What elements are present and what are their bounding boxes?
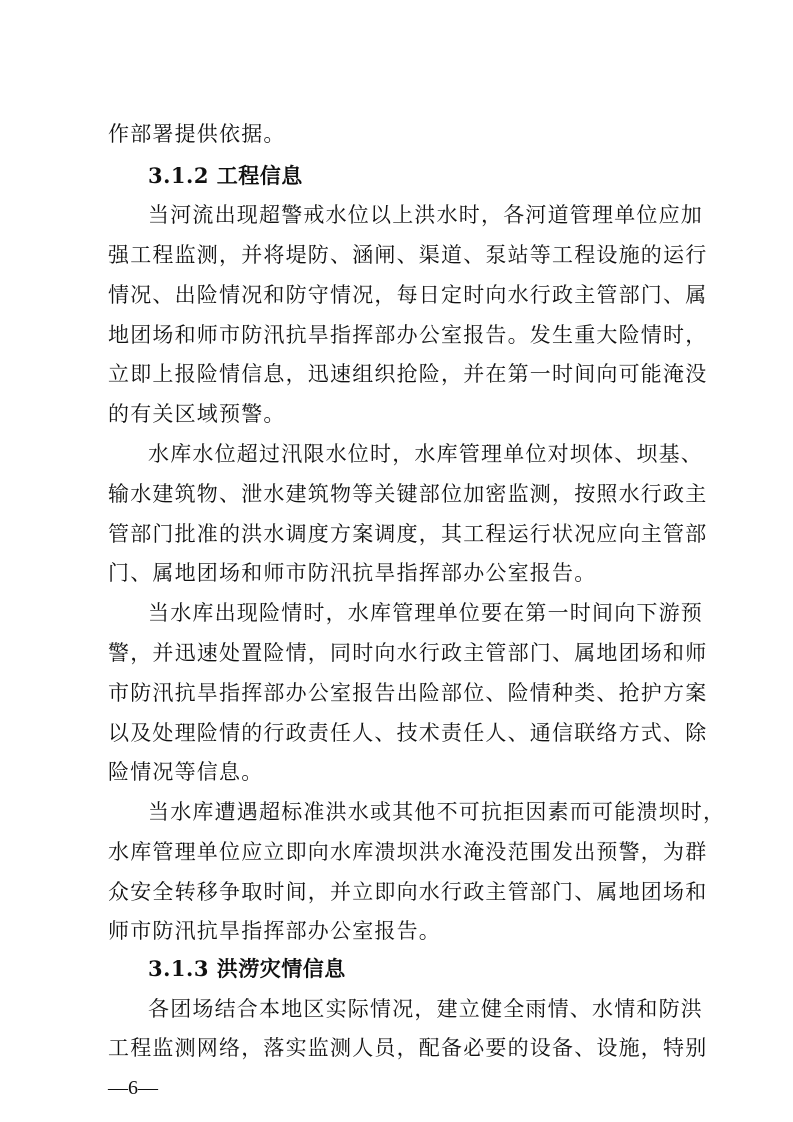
paragraph-line: 险情况等信息。	[108, 760, 264, 784]
paragraph-line: 当水库遭遇超标准洪水或其他不可抗拒因素而可能溃坝时，	[148, 800, 726, 824]
paragraph-line: 师市防汛抗旱指挥部办公室报告。	[108, 919, 441, 943]
paragraph-line: 强工程监测，并将堤防、涵闸、渠道、泵站等工程设施的运行	[108, 243, 708, 267]
paragraph-line: 水库水位超过汛限水位时，水库管理单位对坝体、坝基、	[148, 442, 703, 466]
paragraph-line: 输水建筑物、泄水建筑物等关键部位加密监测，按照水行政主	[108, 482, 708, 506]
paragraph-line: 的有关区域预警。	[108, 402, 286, 426]
paragraph-line: 情况、出险情况和防守情况，每日定时向水行政主管部门、属	[108, 283, 708, 307]
paragraph-line: 当水库出现险情时，水库管理单位要在第一时间向下游预	[148, 601, 703, 625]
paragraph-line: 当河流出现超警戒水位以上洪水时，各河道管理单位应加	[148, 203, 703, 227]
paragraph-line: 以及处理险情的行政责任人、技术责任人、通信联络方式、除	[108, 721, 708, 745]
paragraph-line: 管部门批准的洪水调度方案调度，其工程运行状况应向主管部	[108, 522, 708, 546]
section-heading-3-1-2: 3.1.2 工程信息	[148, 163, 303, 188]
paragraph-line: 水库管理单位应立即向水库溃坝洪水淹没范围发出预警，为群	[108, 840, 708, 864]
section-heading-3-1-3: 3.1.3 洪涝灾情信息	[148, 956, 346, 981]
paragraph-line: 门、属地团场和师市防汛抗旱指挥部办公室报告。	[108, 561, 597, 585]
paragraph-line: 各团场结合本地区实际情况，建立健全雨情、水情和防洪	[148, 997, 703, 1021]
paragraph-line: 工程监测网络，落实监测人员，配备必要的设备、设施，特别	[108, 1036, 708, 1060]
paragraph-line: 众安全转移争取时间，并立即向水行政主管部门、属地团场和	[108, 880, 708, 904]
paragraph-line: 立即上报险情信息，迅速组织抢险，并在第一时间向可能淹没	[108, 362, 708, 386]
paragraph-line: 市防汛抗旱指挥部办公室报告出险部位、险情种类、抢护方案	[108, 681, 708, 705]
paragraph-continuation-line: 作部署提供依据。	[108, 122, 286, 146]
page-number: —6—	[108, 1077, 158, 1099]
paragraph-line: 地团场和师市防汛抗旱指挥部办公室报告。发生重大险情时，	[108, 323, 708, 347]
paragraph-line: 警，并迅速处置险情，同时向水行政主管部门、属地团场和师	[108, 641, 708, 665]
